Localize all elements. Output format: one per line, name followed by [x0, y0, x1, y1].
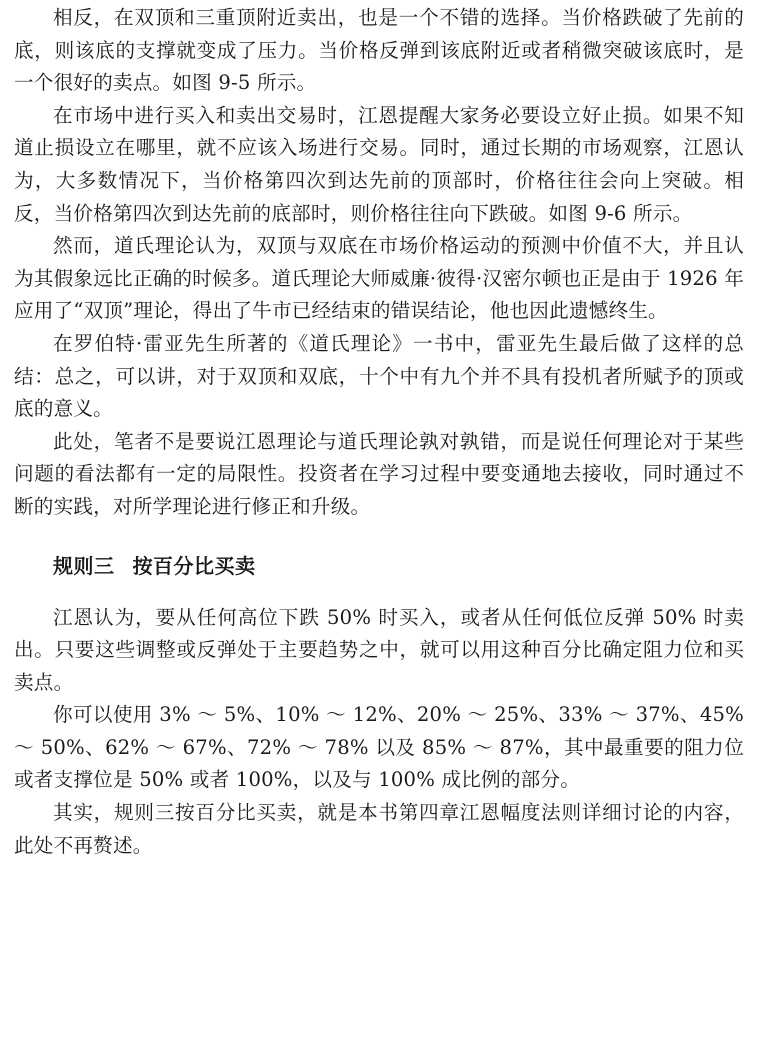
paragraph-stop-loss: 在市场中进行买入和卖出交易时，江恩提醒大家务必要设立好止损。如果不知道止损设立在哪里，就不应该入场进行交易。同时，通过长期的市场观察，江恩认为，大多数情况下，当价格第四次到达先前的顶部时，价格往往会向上突破。相反，当价格第四次到达先前的底部时，则价格往往向下跌破。如图 9-6 所示。 — [14, 103, 744, 225]
section-heading — [14, 550, 744, 582]
paragraph-percentage-ranges: 你可以使用 3% ～ 5%、10% ～ 12%、20% ～ 25%、33% ～ 37%、45% ～ 50%、62% ～ 67%、72% ～ 78% 以及 85% ～ 87%，其中最重要的阻力位或者支撑位是 50% 或者 100%，以及与 100% 成比例的部分。 — [14, 703, 744, 792]
paragraph-dow-theory-view: 然而，道氏理论认为，双顶与双底在市场价格运动的预测中价值不大，并且认为其假象远比正确的时候多。道氏理论大师威廉·彼得·汉密尔顿也正是由于 1926 年应用了“双顶”理论，得出了牛市已经结束的错误结论，他也因此遗憾终生。 — [14, 234, 744, 323]
paragraph-rhea-summary: 在罗伯特·雷亚先生所著的《道氏理论》一书中，雷亚先生最后做了这样的总结：总之，可以讲，对于双顶和双底，十个中有九个并不具有投机者所赋予的顶或底的意义。 — [14, 331, 744, 421]
paragraph-chapter-reference: 其实，规则三按百分比买卖，就是本书第四章江恩幅度法则详细讨论的内容，此处不再赘述。 — [14, 801, 744, 857]
section-rule-number: 规则三 — [53, 553, 115, 578]
section-title: 按百分比买卖 — [132, 553, 256, 578]
paragraph-author-note: 此处，笔者不是要说江恩理论与道氏理论孰对孰错，而是说任何理论对于某些问题的看法都有一定的局限性。投资者在学习过程中要变通地去接收，同时通过不断的实践，对所学理论进行修正和升级。 — [14, 429, 744, 518]
paragraph-sell-near-double-top: 相反，在双顶和三重顶附近卖出，也是一个不错的选择。当价格跌破了先前的底，则该底的支撑就变成了压力。当价格反弹到该底附近或者稍微突破该底时，是一个很好的卖点。如图 9-5 所示。 — [14, 6, 744, 95]
paragraph-fifty-percent-rule: 江恩认为，要从任何高位下跌 50% 时买入，或者从任何低位反弹 50% 时卖出。只要这些调整或反弹处于主要趋势之中，就可以用这种百分比确定阻力位和买卖点。 — [14, 605, 744, 694]
